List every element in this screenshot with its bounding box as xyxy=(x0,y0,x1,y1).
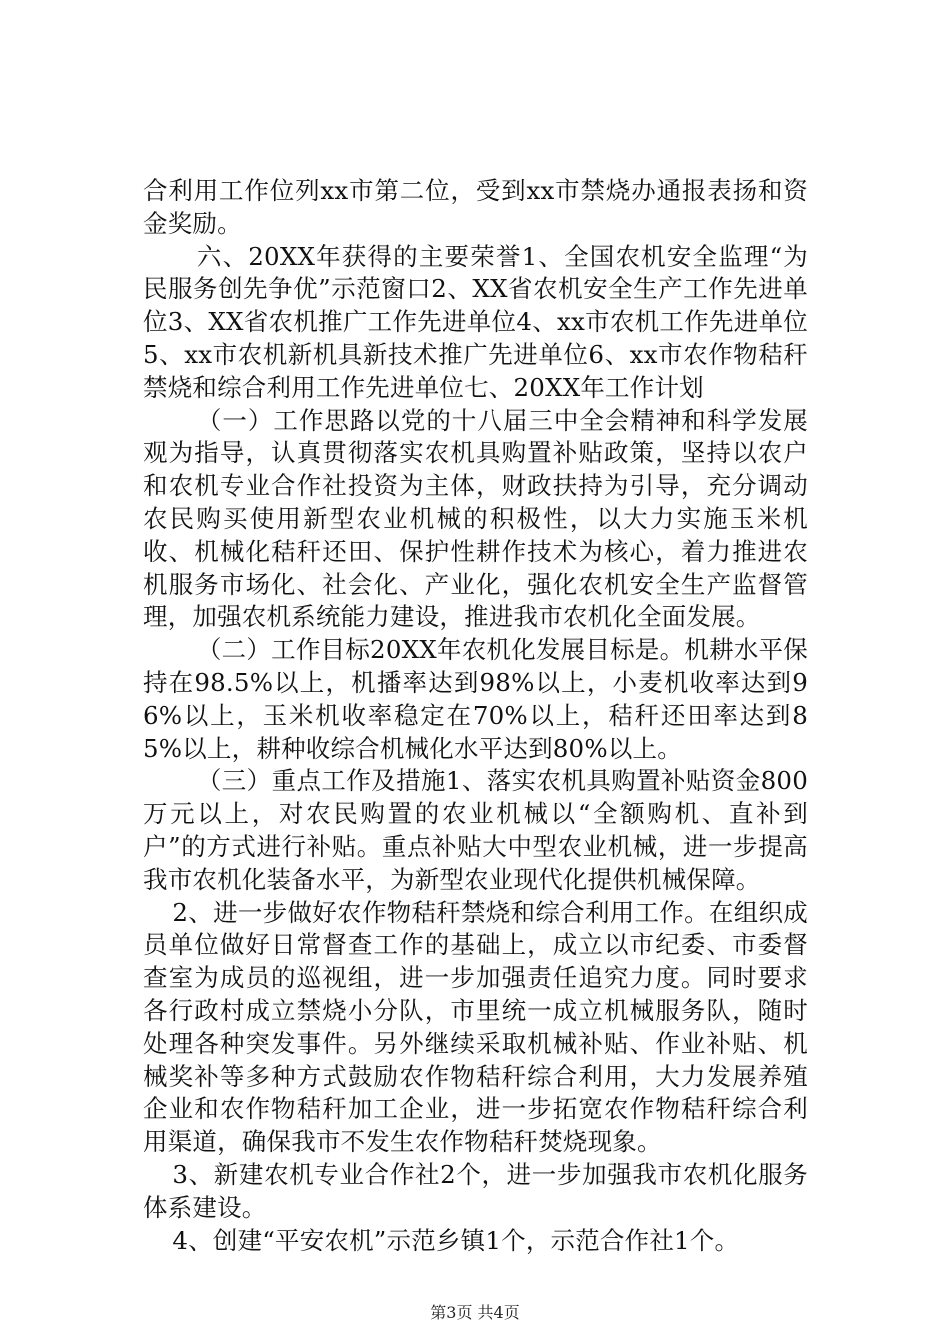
paragraph-3: （一）工作思路以党的十八届三中全会精神和科学发展观为指导，认真贯彻落实农机具购置补贴政策，坚持以农户和农机专业合作社投资为主体，财政扶持为引导，充分调动农民购买使用新型农业机械的积极性，以大力实施玉米机收、机械化秸秆还田、保护性耕作技术为核心，着力推进农机服务市场化、社会化、产业化，强化农机安全生产监督管理，加强农机系统能力建设，推进我市农机化全面发展。 xyxy=(143,405,808,632)
paragraph-7: 3、新建农机专业合作社2个，进一步加强我市农机化服务体系建设。 xyxy=(143,1159,808,1222)
paragraph-4: （二）工作目标20XX年农机化发展目标是。机耕水平保持在98.5%以上，机播率达到98%以上，小麦机收率达到96%以上，玉米机收率稳定在70%以上，秸秆还田率达到85%以上，耕种收综合机械化水平达到80%以上。 xyxy=(143,635,808,763)
paragraph-1: 合利用工作位列xx市第二位，受到xx市禁烧办通报表扬和资金奖励。 xyxy=(143,176,808,238)
paragraph-2: 六、20XX年获得的主要荣誉1、全国农机安全监理“为民服务创先争优”示范窗口2、XX省农机安全生产工作先进单位3、XX省农机推广工作先进单位4、xx市农机工作先进单位5、xx市农机新机具新技术推广先进单位6、xx市农作物秸秆禁烧和综合利用工作先进单位七、20XX年工作计划 xyxy=(143,241,808,402)
paragraph-6: 2、进一步做好农作物秸秆禁烧和综合利用工作。在组织成员单位做好日常督查工作的基础上，成立以市纪委、市委督查室为成员的巡视组，进一步加强责任追究力度。同时要求各行政村成立禁烧小分队，市里统一成立机械服务队，随时处理各种突发事件。另外继续采取机械补贴、作业补贴、机械奖补等多种方式鼓励农作物秸秆综合利用，大力发展养殖企业和农作物秸秆加工企业，进一步拓宽农作物秸秆综合利用渠道，确保我市不发生农作物秸秆焚烧现象。 xyxy=(143,897,808,1157)
paragraph-8: 4、创建“平安农机”示范乡镇1个，示范合作社1个。 xyxy=(172,1225,740,1255)
paragraph-5: （三）重点工作及措施1、落实农机具购置补贴资金800万元以上，对农民购置的农业机械以“全额购机、直补到户”的方式进行补贴。重点补贴大中型农业机械，进一步提高我市农机化装备水平，为新型农业现代化提供机械保障。 xyxy=(143,766,808,894)
page-footer: 第3页 共4页 xyxy=(430,1303,520,1322)
document-body xyxy=(143,175,808,1257)
